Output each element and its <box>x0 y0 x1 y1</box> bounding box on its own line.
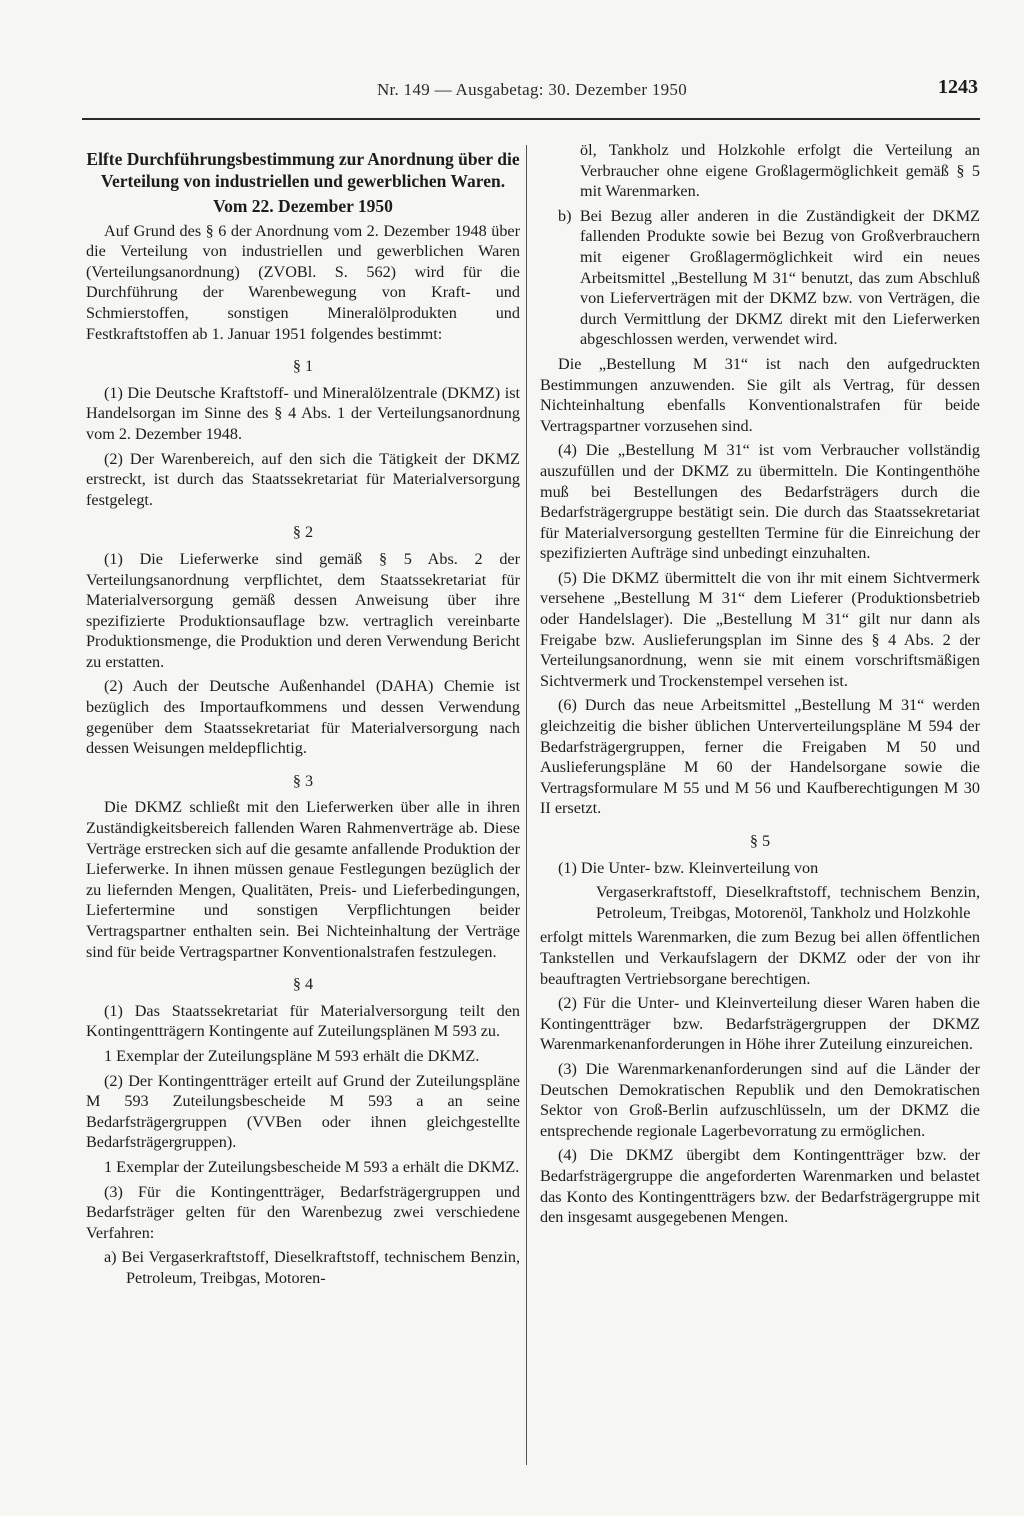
section-2-para-2: (2) Auch der Deutsche Außenhandel (DAHA) Chemie ist bezüglich des Importaufkommens und dessen Verwendung gegenüber dem Staatssekretariat für Materialversorgung nach dessen Weisungen meldepflichtig. <box>86 677 520 758</box>
right-column <box>540 140 980 1232</box>
section-5-para-1-tail: erfolgt mittels Warenmarken, die zum Bezug bei allen öffentlichen Tankstellen und Verkaufslagern der DKMZ oder der von ihr beauftragten Vertriebsorgane berechtigen. <box>540 928 980 988</box>
section-2-para-1: (1) Die Lieferwerke sind gemäß § 5 Abs. 2 der Verteilungsanordnung verpflichtet, dem Staatssekretariat für Materialversorgung gemäß dessen Anweisung über ihre spezifizierte Produktionsauflage bzw. vertraglich vereinbarte Produktionsmenge, die Produktion und deren Verwendung Bericht zu erstatten. <box>86 549 520 671</box>
section-4-item-a-continued: öl, Tankholz und Holzkohle erfolgt die Verteilung an Verbraucher ohne eigene Großlagermöglichkeit gemäß § 5 mit Warenmarken. <box>580 141 980 201</box>
section-4-para-1: (1) Das Staatssekretariat für Materialversorgung teilt den Kontingentträgern Kontingente auf Zuteilungsplänen M 593 zu. <box>86 1001 520 1041</box>
section-4-para-4: (4) Die „Bestellung M 31“ ist vom Verbraucher vollständig auszufüllen und der DKMZ zu übermitteln. Die Kontingenthöhe muß bei Bestellungen des Bedarfsträgers durch die Bedarfsträgergruppe bestätigt sein. Die durch das Staatssekretariat für Materialversorgung gestellten Termine für die Einreichung der spezifizierten Aufträge sind unbedingt einzuhalten. <box>540 441 980 563</box>
section-3-heading: § 3 <box>292 771 314 790</box>
section-5-heading: § 5 <box>749 832 771 850</box>
section-4-item-b: b) Bei Bezug aller anderen in die Zuständigkeit der DKMZ fallenden Produkte sowie bei Bezug von Großverbrauchern mit eigener Großlagermöglichkeit wird ein neues Arbeitsmittel „Bestellung M 31“ benutzt, das zum Abschluß von Lieferverträgen mit der DKMZ bzw. von Verträgen, die durch Vermittlung der DKMZ direkt mit den Lieferwerken abgeschlossen werden, verwendet wird. <box>558 206 980 349</box>
section-5-para-2: (2) Für die Unter- und Kleinverteilung dieser Waren haben die Kontingentträger bzw. Bedarfsträgergruppen der DKMZ Warenmarkenanforderungen in Höhe ihrer Zuteilung einzureichen. <box>540 994 980 1054</box>
page-number: 1243 <box>938 76 978 98</box>
left-column <box>86 140 520 1293</box>
section-4-para-5: (5) Die DKMZ übermittelt die von ihr mit einem Sichtvermerk versehene „Bestellung M 31“ dem Lieferer (Produktionsbetrieb oder Handelslager). Die „Bestellung M 31“ gilt nur dann als Freigabe bzw. Auslieferungsplan im Sinne des § 4 Abs. 2 der Verteilungsanordnung, wenn sie mit einem vorschriftsmäßigen Sichtvermerk und Trockenstempel versehen ist. <box>540 568 980 690</box>
issue-line: Nr. 149 — Ausgabetag: 30. Dezember 1950 <box>376 80 688 99</box>
section-4-item-a: a) Bei Vergaserkraftstoff, Dieselkraftstoff, technischem Benzin, Petroleum, Treibgas, Motoren- <box>104 1248 520 1287</box>
intro-paragraph: Auf Grund des § 6 der Anordnung vom 2. Dezember 1948 über die Verteilung von industriellen und gewerblichen Waren (Verteilungsanordnung) (ZVOBl. S. 562) wird für die Durchführung der Warenbewegung von Kraft- und Schmierstoffen, sonstigen Mineralölprodukten und Festkraftstoffen ab 1. Januar 1951 folgendes bestimmt: <box>86 221 520 343</box>
section-1-para-2: (2) Der Warenbereich, auf den sich die Tätigkeit der DKMZ erstreckt, ist durch das Staatssekretariat für Materialversorgung festgelegt. <box>86 449 520 509</box>
section-4-para-2b: 1 Exemplar der Zuteilungsbescheide M 593 a erhält die DKMZ. <box>104 1157 520 1176</box>
section-1-heading: § 1 <box>292 357 314 376</box>
section-5-para-4: (4) Die DKMZ übergibt dem Kontingentträger bzw. der Bedarfsträgergruppe die angeforderten Warenmarken und belastet das Konto des Kontingentträgers bzw. der Bedarfsträgergruppe mit den insgesamt ausgegebenen Mengen. <box>540 1146 980 1227</box>
section-3-para-1: Die DKMZ schließt mit den Lieferwerken über alle in ihren Zuständigkeitsbereich fallenden Waren Rahmenverträge ab. Diese Verträge erstrecken sich auf die gesamte anfallende Produktion der Lieferwerke. In ihnen müssen genaue Festlegungen bezüglich der zu liefernden Mengen, Qualitäten, Preis- und Lieferbedingungen, Liefertermine und sonstigen Verpflichtungen beider Vertragspartner enthalten sein. Bei Nichteinhaltung der Verträge sind für beide Vertragspartner Konventionalstrafen festzulegen. <box>86 798 520 961</box>
column-divider <box>526 145 527 1465</box>
header-rule <box>82 118 980 120</box>
section-2-heading: § 2 <box>292 523 314 542</box>
section-4-para-1b: 1 Exemplar der Zuteilungspläne M 593 erhält die DKMZ. <box>104 1046 480 1065</box>
section-4-heading: § 4 <box>292 975 314 994</box>
section-4-para-2: (2) Der Kontingentträger erteilt auf Grund der Zuteilungspläne M 593 Zuteilungsbescheide M 593 a an seine Bedarfsträgergruppen (VVBen oder ihnen gleichgestellte Bedarfsträgergruppen). <box>86 1071 520 1152</box>
section-1-para-1: (1) Die Deutsche Kraftstoff- und Mineralölzentrale (DKMZ) ist Handelsorgan im Sinne des § 4 Abs. 1 der Verteilungsanordnung vom 2. Dezember 1948. <box>86 383 520 443</box>
section-5-para-1-head: (1) Die Unter- bzw. Kleinverteilung von <box>558 858 819 877</box>
page-header <box>82 76 982 110</box>
document-date: Vom 22. Dezember 1950 <box>213 196 393 216</box>
section-4-para-3: (3) Für die Kontingentträger, Bedarfsträgergruppen und Bedarfsträger gelten für den Warenbezug zwei verschiedene Verfahren: <box>86 1182 520 1242</box>
section-5-para-3: (3) Die Warenmarkenanforderungen sind auf die Länder der Deutschen Demokratischen Republik und den Demokratischen Sektor von Groß-Berlin aufzuschlüsseln, um der DKMZ die entsprechende regionale Lagerbevorratung zu ermöglichen. <box>540 1059 980 1140</box>
section-4-item-b-note: Die „Bestellung M 31“ ist nach den aufgedruckten Bestimmungen anzuwenden. Sie gilt als Vertrag, für dessen Nichteinhaltung ebenfalls Konventionalstrafen für beide Vertragspartner vorzusehen sind. <box>540 354 980 435</box>
section-5-fuel-list: Vergaserkraftstoff, Dieselkraftstoff, technischem Benzin, Petroleum, Treibgas, Motorenöl, Tankholz und Holzkohle <box>596 883 980 922</box>
document-title: Elfte Durchführungsbestimmung zur Anordnung über die Verteilung von industriellen und gewerblichen Waren. <box>86 149 520 191</box>
section-4-para-6: (6) Durch das neue Arbeitsmittel „Bestellung M 31“ werden gleichzeitig die bisher üblichen Unterverteilungspläne M 594 der Bedarfsträgergruppen, ferner die Freigaben M 50 und Auslieferungspläne M 60 der Handelsorgane sowie die Vertragsformulare M 55 und M 56 und Kaufberechtigungen M 30 II ersetzt. <box>540 696 980 818</box>
